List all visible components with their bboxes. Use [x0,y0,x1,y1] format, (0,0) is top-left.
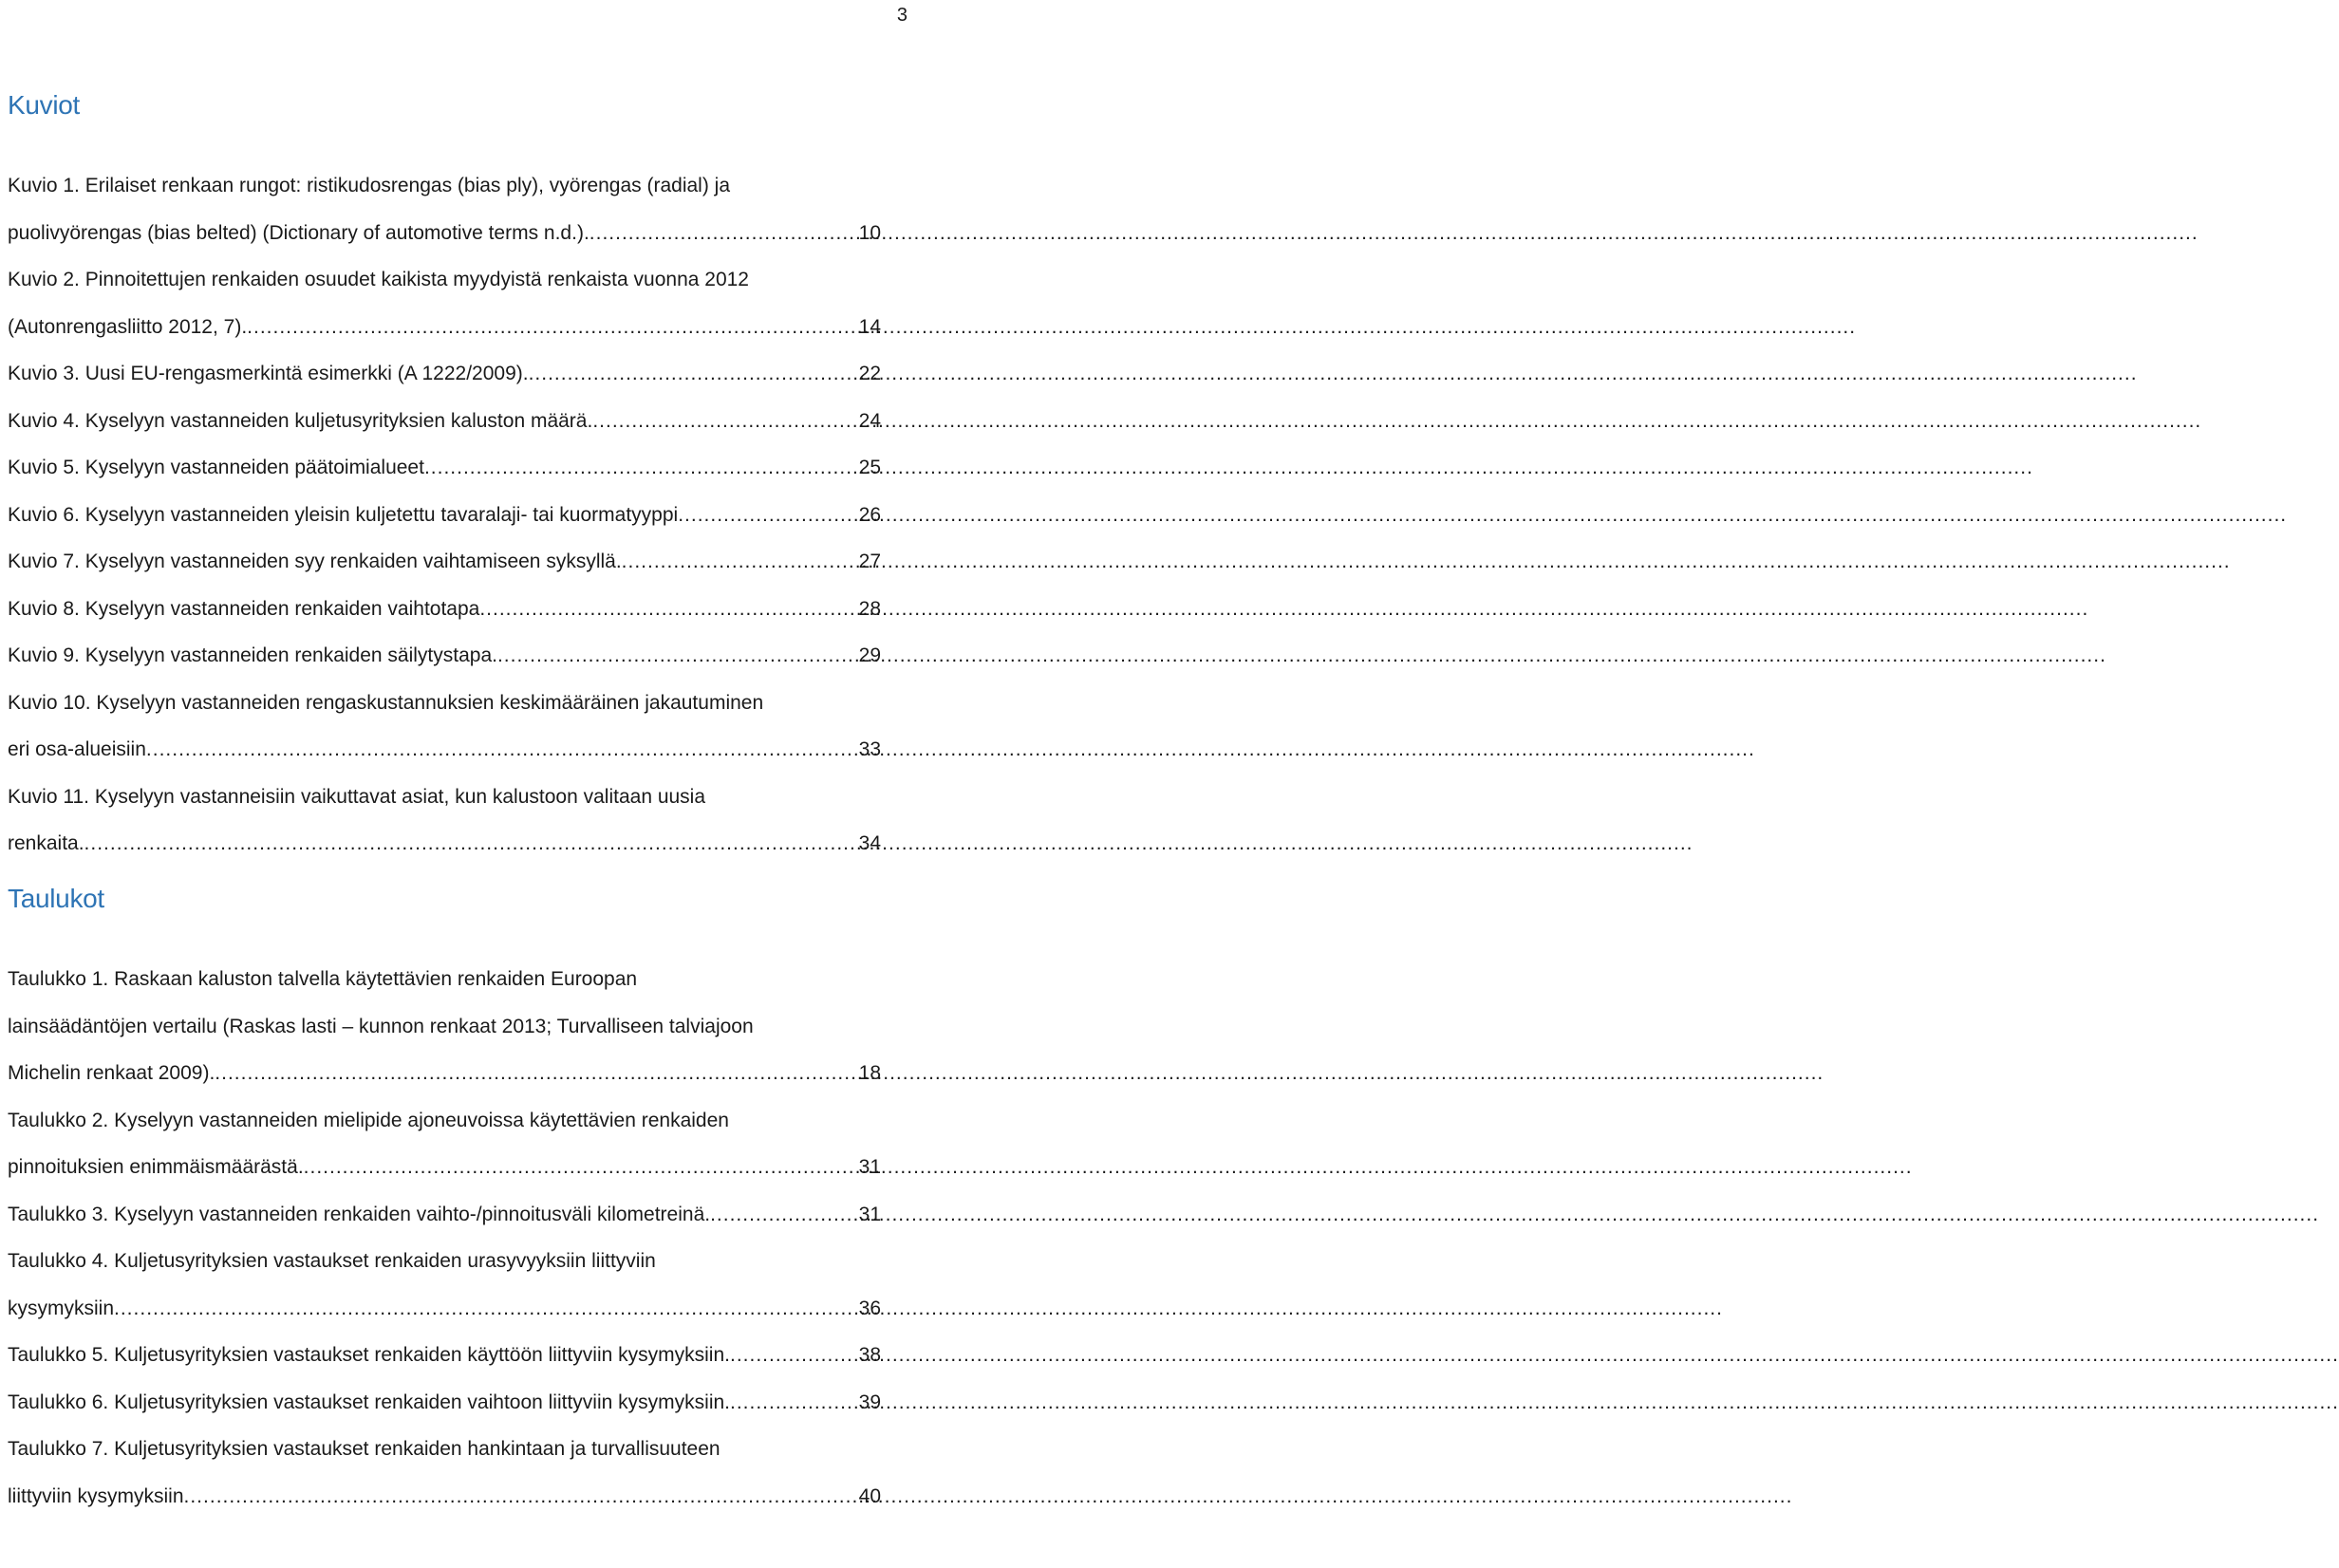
tables-entry[interactable] [8,1191,881,1239]
entry-title-line: Taulukko 4. Kuljetusyrityksien vastaukset renkaiden urasyvyyksiin liittyviin [8,1250,656,1272]
entry-title-line: Taulukko 2. Kyselyyn vastanneiden mielipide ajoneuvoissa käytettävien renkaiden [8,1109,729,1131]
dot-leader [247,304,856,351]
tables-entry[interactable] [8,1097,881,1191]
dot-leader [592,398,856,445]
entry-title-line: Kuvio 4. Kyselyyn vastanneiden kuljetusyrityksien kaluston määrä. [8,409,593,432]
entry-title-line: Kuvio 3. Uusi EU-rengasmerkintä esimerkki (A 1222/2009). [8,363,529,384]
figures-entry[interactable] [8,162,881,256]
tables-list [8,956,881,1520]
entry-title-line: renkaita. [8,832,84,854]
dot-leader [424,444,857,492]
figures-entry[interactable] [8,680,881,774]
entry-page-number: 33 [858,738,881,760]
entry-title-line: eri osa-alueisiin [8,738,146,760]
entry-page-number: 18 [858,1062,881,1084]
figures-entry[interactable] [8,538,881,586]
entry-title-line: Kuvio 1. Erilaiset renkaan rungot: ristikudosrengas (bias ply), vyörengas (radial) ja [8,175,731,196]
dot-leader [304,1144,857,1191]
dot-leader [622,538,857,586]
entry-page-number: 40 [858,1484,881,1507]
tables-entry[interactable] [8,1426,881,1520]
entry-page-number: 31 [858,1156,881,1178]
dot-leader [479,586,856,633]
entry-page-number: 25 [858,457,881,478]
entry-title-line: lainsäädäntöjen vertailu (Raskas lasti – kunnon renkaat 2013; Turvalliseen talviajoon [8,1015,754,1037]
entry-title-line: kysymyksiin [8,1297,115,1319]
entry-title-line: (Autonrengasliitto 2012, 7). [8,315,248,338]
entry-title-line: Michelin renkaat 2009). [8,1062,215,1084]
entry-title-line: Kuvio 7. Kyselyyn vastanneiden syy renkaiden vaihtamiseen syksyllä. [8,551,622,572]
figures-entry[interactable] [8,444,881,492]
tables-entry[interactable] [8,1238,881,1332]
dot-leader [215,1050,856,1097]
dot-leader [146,726,857,774]
entry-page-number: 26 [858,503,881,526]
entry-page-number: 38 [858,1344,881,1366]
entry-title-line: liittyviin kysymyksiin [8,1484,184,1507]
entry-page-number: 29 [858,644,881,666]
figures-entry[interactable] [8,398,881,445]
figures-heading: Kuviot [8,90,81,120]
figures-entry[interactable] [8,586,881,633]
entry-title-line: Kuvio 6. Kyselyyn vastanneiden yleisin kuljetettu tavaralaji- tai kuormatyyppi [8,503,679,526]
entry-page-number: 10 [858,221,881,244]
tables-entry[interactable] [8,956,881,1097]
tables-entry[interactable] [8,1332,881,1379]
figures-entry[interactable] [8,492,881,539]
entry-page-number: 34 [858,832,881,854]
entry-page-number: 28 [858,597,881,620]
tables-heading: Taulukot [8,884,104,913]
entry-page-number: 14 [858,315,881,338]
figures-entry[interactable] [8,256,881,350]
entry-page-number: 22 [858,363,881,384]
entry-title-line: Taulukko 1. Raskaan kaluston talvella käytettävien renkaiden Euroopan [8,968,638,990]
entry-title-line: Kuvio 8. Kyselyyn vastanneiden renkaiden vaihtotapa [8,597,480,620]
dot-leader [84,820,857,868]
entry-title-line: Taulukko 7. Kuljetusyrityksien vastaukset renkaiden hankintaan ja turvallisuuteen [8,1438,720,1460]
entry-title-line: puolivyörengas (bias belted) (Dictionary of automotive terms n.d.). [8,221,589,244]
page-number: 3 [896,5,908,26]
figures-entry[interactable] [8,350,881,398]
entry-page-number: 31 [858,1203,881,1225]
entry-page-number: 24 [858,409,881,432]
dot-leader [529,350,857,398]
tables-entry[interactable] [8,1379,881,1427]
entry-title-line: Kuvio 11. Kyselyyn vastanneisiin vaikuttavat asiat, kun kalustoon valitaan uusia [8,785,706,808]
figures-entry[interactable] [8,774,881,868]
entry-page-number: 39 [858,1391,881,1413]
entry-page-number: 27 [858,551,881,572]
entry-title-line: Kuvio 10. Kyselyyn vastanneiden rengaskustannuksien keskimääräinen jakautuminen [8,691,764,714]
entry-title-line: Kuvio 5. Kyselyyn vastanneiden päätoimialueet [8,457,424,478]
entry-title-line: Taulukko 6. Kuljetusyrityksien vastaukset renkaiden vaihtoon liittyviin kysymyksiin. [8,1391,730,1413]
dot-leader [710,1191,857,1239]
entry-title-line: Taulukko 5. Kuljetusyrityksien vastaukset renkaiden käyttöön liittyviin kysymyksiin. [8,1344,730,1366]
figures-entry[interactable] [8,632,881,680]
entry-title-line: Kuvio 2. Pinnoitettujen renkaiden osuudet kaikista myydyistä renkaista vuonna 2012 [8,269,749,290]
dot-leader [589,210,857,257]
dot-leader [114,1285,857,1333]
entry-title-line: Taulukko 3. Kyselyyn vastanneiden renkaiden vaihto-/pinnoitusväli kilometreinä. [8,1203,711,1225]
entry-page-number: 36 [858,1297,881,1319]
entry-title-line: pinnoituksien enimmäismäärästä. [8,1156,304,1178]
dot-leader [184,1473,857,1521]
dot-leader [730,1379,857,1427]
dot-leader [730,1332,857,1379]
entry-title-line: Kuvio 9. Kyselyyn vastanneiden renkaiden säilytystapa. [8,644,497,666]
dot-leader [497,632,857,680]
dot-leader [678,492,856,539]
figures-list [8,162,881,868]
